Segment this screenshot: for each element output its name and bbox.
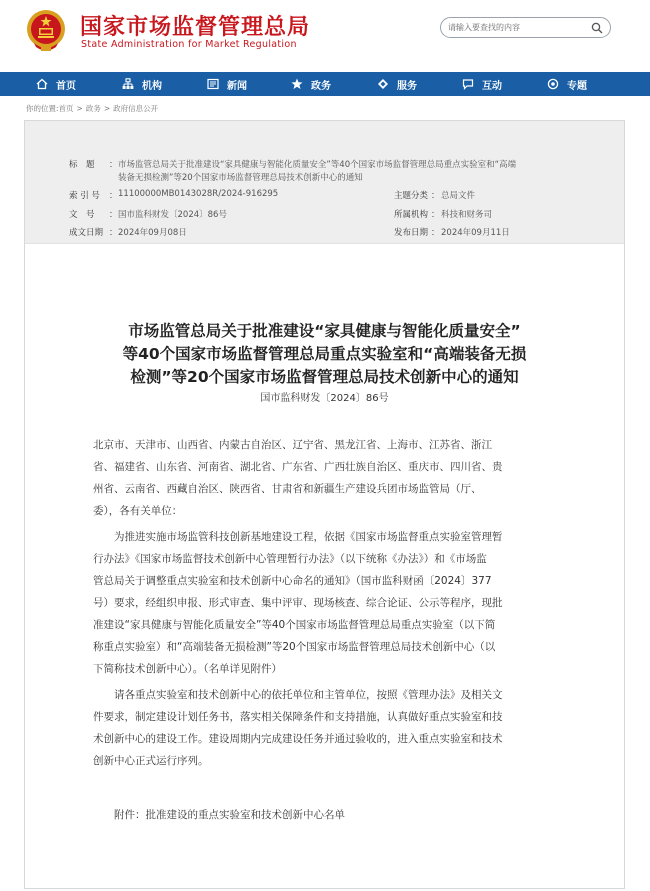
meta-agency-value: 科技和财务司 bbox=[441, 210, 493, 220]
nav-item-label: 首页 bbox=[56, 80, 76, 92]
nav-item-label: 互动 bbox=[482, 80, 502, 92]
national-emblem-icon[interactable] bbox=[26, 9, 66, 53]
nav-item-news[interactable] bbox=[207, 72, 247, 96]
government-icon bbox=[291, 78, 303, 90]
nav-item-interaction[interactable] bbox=[462, 72, 502, 96]
paragraph-line: 创新中心正式运行序列。 bbox=[93, 755, 209, 767]
article-title: 等40个国家市场监督管理总局重点实验室和“高端装备无损 bbox=[122, 345, 527, 363]
meta-title-value-cont: 装备无损检测”等20个国家市场监督管理总局技术创新中心的通知 bbox=[118, 173, 363, 183]
meta-publish-value: 2024年09月11日 bbox=[441, 228, 510, 238]
paragraph-line: 称重点实验室）和“高端装备无损检测”等20个国家市场监督管理总局技术创新中心（以 bbox=[93, 641, 496, 653]
paragraph-line: 为推进实施市场监管科技创新基地建设工程，依据《国家市场监督重点实验室管理暂 bbox=[93, 531, 503, 543]
breadcrumb-home[interactable]: 你的位置:首页 bbox=[26, 104, 74, 113]
meta-colon: ： bbox=[109, 228, 118, 238]
meta-colon: ： bbox=[431, 191, 440, 201]
paragraph-line: 北京市、天津市、山西省、内蒙古自治区、辽宁省、黑龙江省、上海市、江苏省、浙江 bbox=[93, 439, 492, 451]
paragraph-line: 管总局关于调整重点实验室和技术创新中心命名的通知》（国市监科财函〔2024〕377 bbox=[93, 575, 492, 587]
news-icon bbox=[207, 78, 219, 90]
article-title: 检测”等20个国家市场监督管理总局技术创新中心的通知 bbox=[130, 368, 519, 386]
article-card bbox=[24, 120, 625, 889]
paragraph-line: 请各重点实验室和技术创新中心的依托单位和主管单位，按照《管理办法》及相关文 bbox=[93, 689, 503, 701]
search-icon[interactable] bbox=[591, 22, 603, 34]
nav-item-topic[interactable] bbox=[547, 72, 587, 96]
meta-index-value: 11100000MB0143028R/2024-916295 bbox=[118, 189, 279, 199]
paragraph-line: 委），各有关单位： bbox=[93, 505, 183, 517]
home-icon bbox=[36, 78, 48, 90]
paragraph-line: 下简称技术创新中心）。（名单详见附件） bbox=[93, 663, 282, 675]
paragraph-line: 准建设“家具健康与智能化质量安全”等40个国家市场监督管理总局重点实验室（以下简 bbox=[93, 619, 496, 631]
paragraph-line: 号）要求，经组织申报、形式审查、集中评审、现场核查、综合论证、公示等程序，现批 bbox=[93, 597, 503, 609]
site-header bbox=[0, 0, 650, 68]
nav-item-government[interactable] bbox=[291, 72, 331, 96]
nav-item-label: 新闻 bbox=[227, 80, 247, 92]
breadcrumb bbox=[26, 103, 158, 114]
paragraph-line: 行办法》《国家市场监督技术创新中心管理暂行办法》（以下统称《办法》）和《市场监 bbox=[93, 553, 487, 565]
nav-item-label: 机构 bbox=[142, 80, 162, 92]
paragraph-line: 件要求，制定建设计划任务书，落实相关保障条件和支持措施，认真做好重点实验室和技 bbox=[93, 711, 503, 723]
meta-title-value: 市场监管总局关于批准建设“家具健康与智能化质量安全”等40个国家市场监督管理总局重点实验室和“高端 bbox=[118, 160, 517, 170]
meta-docno-label: 文 号 bbox=[69, 210, 95, 220]
search-box[interactable] bbox=[440, 17, 611, 38]
topic-icon bbox=[547, 78, 559, 90]
breadcrumb-item[interactable]: 政务 bbox=[85, 104, 101, 113]
service-icon bbox=[377, 78, 389, 90]
meta-colon: ： bbox=[109, 210, 118, 220]
breadcrumb-separator: > bbox=[76, 104, 83, 113]
main-nav bbox=[0, 72, 650, 96]
meta-colon: ： bbox=[109, 160, 118, 170]
nav-item-home[interactable] bbox=[36, 72, 76, 96]
meta-docno-value: 国市监科财发〔2024〕86号 bbox=[118, 210, 227, 220]
search-input[interactable]: 请输入要查找的内容 bbox=[448, 23, 520, 32]
meta-colon: ： bbox=[431, 210, 440, 220]
nav-item-service[interactable] bbox=[377, 72, 417, 96]
breadcrumb-separator: > bbox=[103, 104, 111, 113]
nav-item-label: 服务 bbox=[397, 80, 417, 92]
meta-date-label: 成文日期 bbox=[69, 228, 104, 238]
meta-colon: ： bbox=[431, 228, 440, 238]
nav-item-label: 政务 bbox=[311, 80, 331, 92]
nav-item-label: 专题 bbox=[567, 80, 587, 92]
document-metadata bbox=[25, 121, 624, 244]
meta-publish-label: 发布日期 bbox=[394, 228, 429, 238]
attachment-line[interactable]: 附件：批准建设的重点实验室和技术创新中心名单 bbox=[93, 809, 345, 821]
nav-item-organization[interactable] bbox=[122, 72, 162, 96]
paragraph-line: 术创新中心的建设工作。建设周期内完成建设任务并通过验收的，进入重点实验室和技术 bbox=[93, 733, 503, 745]
meta-agency-label: 所属机构 bbox=[394, 210, 429, 220]
organization-icon bbox=[122, 78, 134, 90]
interaction-icon bbox=[462, 78, 474, 90]
paragraph-line: 州省、云南省、西藏自治区、陕西省、甘肃省和新疆生产建设兵团市场监管局（厅、 bbox=[93, 483, 482, 495]
site-name-en: State Administration for Market Regulation bbox=[81, 39, 297, 50]
site-name-cn[interactable]: 国家市场监督管理总局 bbox=[80, 15, 311, 40]
meta-colon: ： bbox=[109, 191, 118, 201]
meta-category-label: 主题分类 bbox=[394, 191, 429, 201]
article-doc-number: 国市监科财发〔2024〕86号 bbox=[260, 393, 389, 404]
article-title: 市场监管总局关于批准建设“家具健康与智能化质量安全” bbox=[128, 322, 521, 340]
meta-date-value: 2024年09月08日 bbox=[118, 228, 187, 238]
meta-category-value: 总局文件 bbox=[441, 191, 476, 201]
breadcrumb-item[interactable]: 政府信息公开 bbox=[113, 104, 159, 113]
meta-index-label: 索 引 号 bbox=[69, 191, 100, 201]
paragraph-line: 省、福建省、山东省、河南省、湖北省、广东省、广西壮族自治区、重庆市、四川省、贵 bbox=[93, 461, 503, 473]
meta-title-label: 标 题 bbox=[69, 160, 95, 170]
